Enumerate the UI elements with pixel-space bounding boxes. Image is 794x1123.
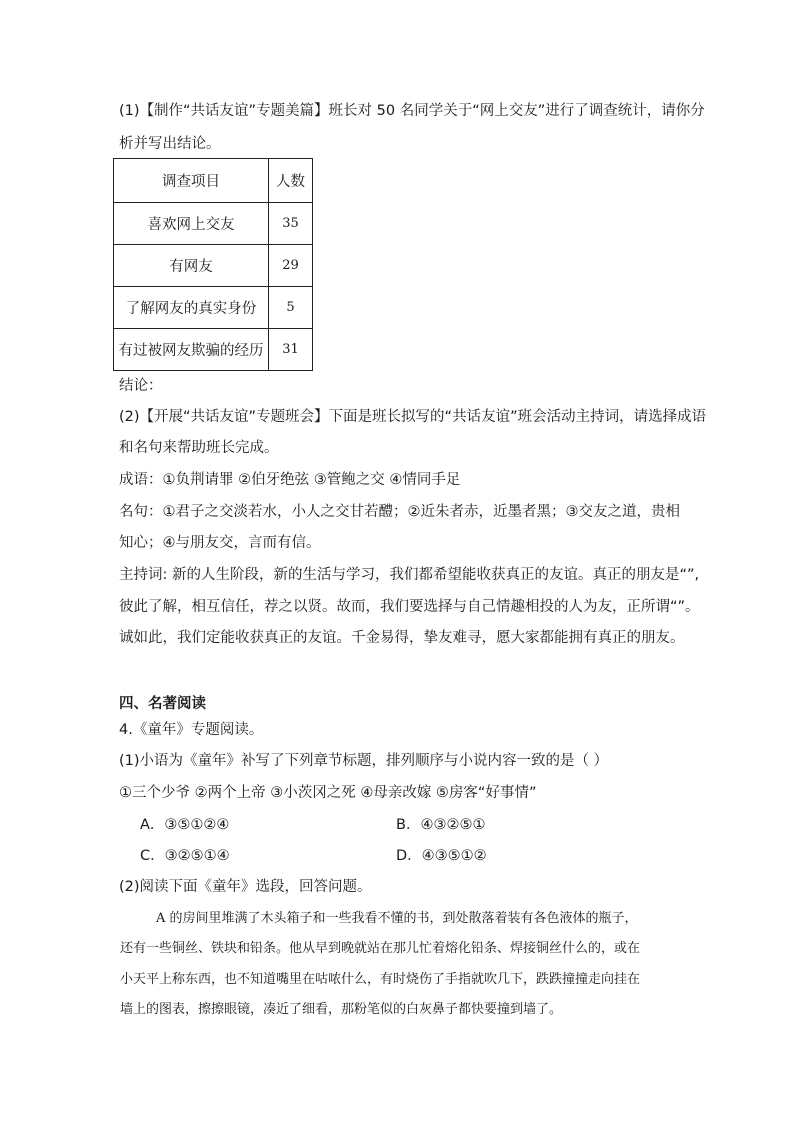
quotes-line-2: 知心；④与朋友交，言而有信。 [119, 535, 321, 551]
table-cell-item: 喜欢网上交友 [114, 203, 269, 245]
table-header-count: 人数 [269, 159, 313, 203]
question-4-1: (1)小语为《童年》补写了下列章节标题，排列顺序与小说内容一致的是（ ） [119, 753, 609, 769]
table-header-item: 调查项目 [114, 159, 269, 203]
question-4-title: 4.《童年》专题阅读。 [119, 722, 264, 738]
quotes-line-1: 名句：①君子之交淡若水，小人之交甘若醴；②近朱者赤，近墨者黑；③交友之道，贵相 [119, 504, 680, 520]
survey-table [113, 158, 313, 371]
chapter-titles-list: ①三个少爷 ②两个上帝 ③小茨冈之死 ④母亲改嫁 ⑤房客“好事情” [119, 785, 537, 801]
table-cell-count: 35 [269, 203, 313, 245]
table-row [114, 287, 313, 329]
option-b: B．④③②⑤① [396, 817, 486, 833]
table-header-row [114, 159, 313, 203]
host-speech-line-2: 彼此了解，相互信任，荐之以贤。故而，我们要选择与自己情趣相投的人为友，正所谓“”。 [119, 599, 700, 615]
conclusion-label: 结论： [119, 378, 163, 394]
table-cell-count: 29 [269, 245, 313, 287]
question-1-line-1: (1)【制作“共话友谊”专题美篇】班长对 50 名同学关于“网上交友”进行了调查统计，请你分 [119, 103, 705, 119]
passage-line-1: A 的房间里堆满了木头箱子和一些我看不懂的书，到处散落着装有各色液体的瓶子， [156, 911, 638, 926]
question-2-line-1: (2)【开展“共话友谊”专题班会】下面是班长拟写的“共话友谊”班会活动主持词，请选择成语 [119, 409, 707, 425]
table-cell-item: 有网友 [114, 245, 269, 287]
table-cell-item: 了解网友的真实身份 [114, 287, 269, 329]
question-1-line-2: 析并写出结论。 [119, 136, 221, 152]
passage-line-3: 小天平上称东西，也不知道嘴里在咕哝什么，有时烧伤了手指就吹几下，跌跌撞撞走向挂在 [120, 972, 641, 987]
passage-line-2: 还有一些铜丝、铁块和铅条。他从早到晚就站在那儿忙着熔化铅条、焊接铜丝什么的，或在 [120, 941, 641, 956]
passage-line-4: 墙上的图表，擦擦眼镜，凑近了细看，那粉笔似的白灰鼻子都快要撞到墙了。 [120, 1002, 563, 1017]
host-speech-line-1: 主持词: 新的人生阶段，新的生活与学习，我们都希望能收获真正的友谊。真正的朋友是“”, [119, 567, 700, 583]
option-a: A．③⑤①②④ [140, 817, 230, 833]
table-row [114, 329, 313, 371]
table-row [114, 245, 313, 287]
idioms-line: 成语：①负荆请罪 ②伯牙绝弦 ③管鲍之交 ④情同手足 [119, 472, 461, 488]
host-speech-line-3: 诚如此，我们定能收获真正的友谊。千金易得，挚友难寻，愿大家都能拥有真正的朋友。 [119, 630, 685, 646]
table-cell-item: 有过被网友欺骗的经历 [114, 329, 269, 371]
table-cell-count: 5 [269, 287, 313, 329]
option-c: C．③②⑤①④ [140, 848, 230, 864]
table-cell-count: 31 [269, 329, 313, 371]
option-d: D．④③⑤①② [396, 848, 487, 864]
question-2-line-2: 和名句来帮助班长完成。 [119, 440, 279, 456]
table-row [114, 203, 313, 245]
question-4-2: (2)阅读下面《童年》选段，回答问题。 [119, 879, 372, 895]
section-4-title: 四、名著阅读 [119, 696, 206, 712]
